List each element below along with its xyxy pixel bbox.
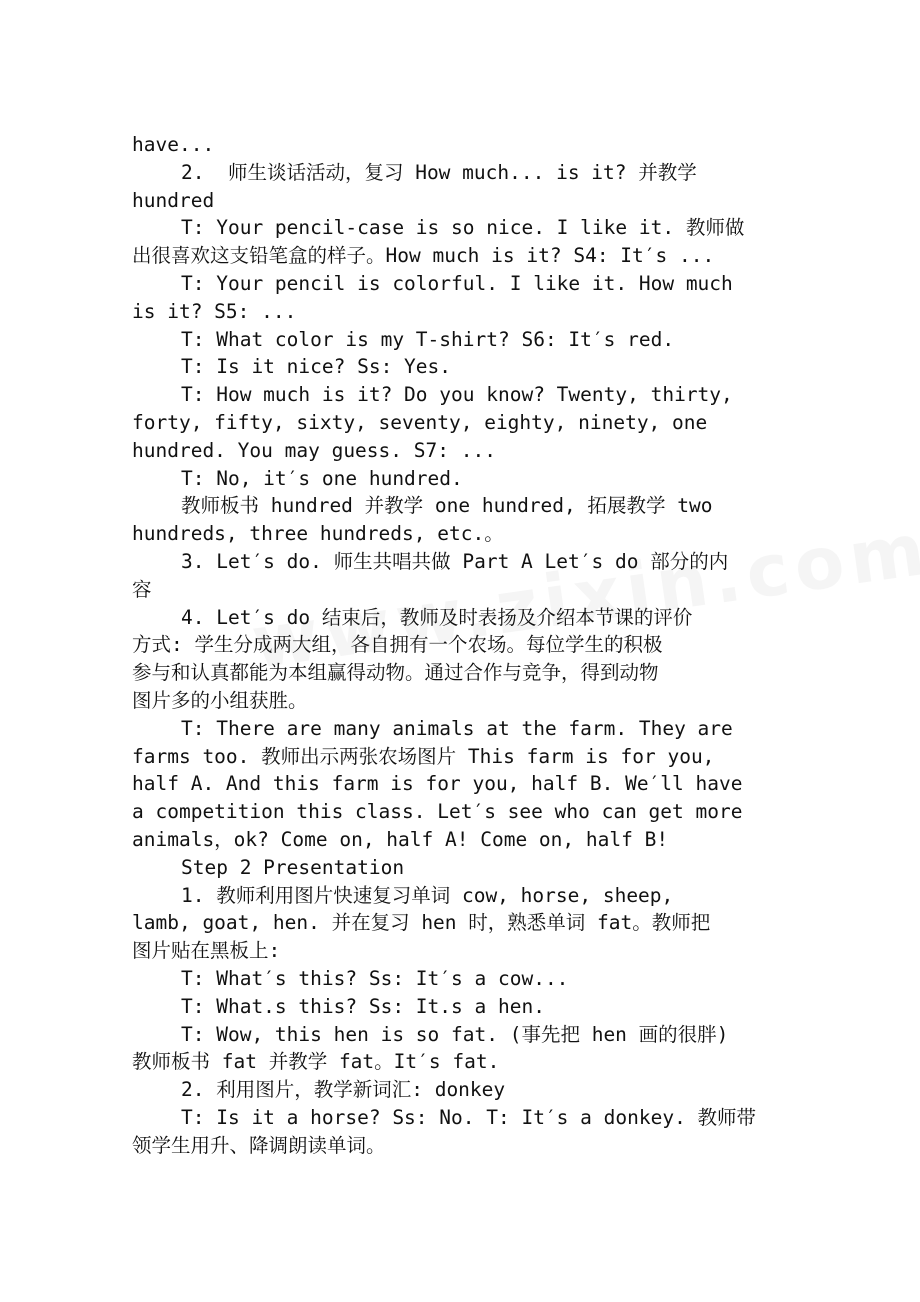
text-line: lamb, goat, hen. 并在复习 hen 时，熟悉单词 fat。教师把	[132, 911, 711, 935]
text-line: 参与和认真都能为本组赢得动物。通过合作与竞争，得到动物	[132, 661, 659, 685]
text-line: have...	[132, 133, 215, 156]
text-line: half A. And this farm is for you, half B. We′ll have	[132, 772, 743, 796]
text-line: 容	[132, 577, 152, 601]
text-line: T: What′s this? Ss: It′s a cow...	[181, 966, 569, 990]
text-line: farms too. 教师出示两张农场图片 This farm is for you,	[132, 744, 715, 768]
text-line: hundred	[132, 188, 215, 212]
text-line: T: No, it′s one hundred.	[181, 466, 463, 490]
text-line: 教师板书 hundred 并教学 one hundred, 拓展教学 two	[181, 494, 713, 518]
text-line: T: There are many animals at the farm. They are	[181, 716, 733, 740]
text-line: 出很喜欢这支铅笔盒的样子。How much is it? S4: It′s ...	[132, 244, 715, 268]
document-body	[132, 131, 804, 1159]
text-line: 2. 师生谈话活动，复习 How much... is it? 并教学	[181, 160, 697, 184]
text-line: T: What.s this? Ss: It.s a hen.	[181, 994, 545, 1018]
text-line: animals，ok? Come on, half A! Come on, half B!	[132, 827, 669, 851]
text-line: 领学生用升、降调朗读单词。	[132, 1133, 386, 1157]
text-line: 方式: 学生分成两大组，各自拥有一个农场。每位学生的积极	[132, 633, 663, 657]
text-line: T: Is it a horse? Ss: No. T: It′s a donkey. 教师带	[181, 1105, 757, 1129]
text-line: T: Is it nice? Ss: Yes.	[181, 355, 452, 379]
text-line: 图片多的小组获胜。	[132, 688, 308, 712]
text-line: 1. 教师利用图片快速复习单词 cow, horse, sheep,	[181, 883, 674, 907]
text-line: Step 2 Presentation	[181, 855, 405, 879]
text-line: T: Wow, this hen is so fat. (事先把 hen 画的很胖)	[181, 1022, 729, 1046]
text-line: forty, fifty, sixty, seventy, eighty, ninety, one	[132, 410, 708, 434]
text-line: hundred. You may guess. S7: ...	[132, 438, 496, 462]
text-line: is it? S5: ...	[132, 299, 297, 323]
text-line: T: How much is it? Do you know? Twenty, thirty,	[181, 383, 733, 407]
text-line: T: Your pencil is colorful. I like it. How much	[181, 271, 733, 295]
text-line: 3. Let′s do. 师生共唱共做 Part A Let′s do 部分的内	[181, 549, 729, 573]
text-line: 图片贴在黑板上:	[132, 939, 281, 963]
text-line: 2. 利用图片，教学新词汇: donkey	[181, 1078, 506, 1102]
text-line: a competition this class. Let′s see who can get more	[132, 800, 743, 824]
text-line: T: What color is my T-shirt? S6: It′s red.	[181, 327, 675, 351]
text-line: 4. Let′s do 结束后，教师及时表扬及介绍本节课的评价	[181, 605, 693, 629]
text-line: T: Your pencil-case is so nice. I like it. 教师做	[181, 216, 745, 240]
text-line: hundreds, three hundreds, etc.。	[132, 522, 504, 546]
text-line: 教师板书 fat 并教学 fat。It′s fat.	[132, 1050, 500, 1074]
